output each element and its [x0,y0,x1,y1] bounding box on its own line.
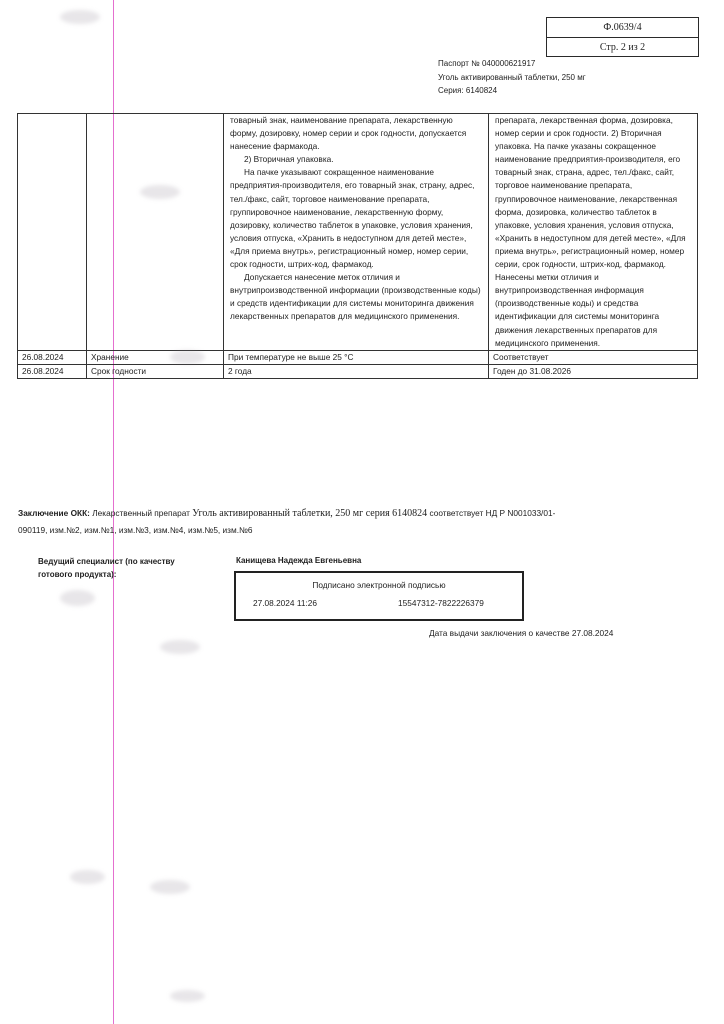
form-code: Ф.0639/4 [547,18,698,38]
requirement-cell: При температуре не выше 25 °С [224,350,489,364]
requirement-paragraph: товарный знак, наименование препарата, лекарственную форму, дозировку, номер серии и срок годности, допускается нанесение фармакода. [230,115,467,152]
conclusion-text-a: Лекарственный препарат [92,508,190,518]
param-cell: Срок годности [87,364,224,378]
requirement-cell: 2 года [224,364,489,378]
scan-smudge [170,350,205,364]
result-cell [489,114,698,351]
result-cell: Годен до 31.08.2026 [489,364,698,378]
scan-smudge [140,185,180,199]
table-row [18,350,698,364]
electronic-signature-box [234,571,524,621]
date-cell: 26.08.2024 [18,350,87,364]
conclusion [18,505,578,538]
scan-smudge [150,880,190,894]
result-paragraph: препарата, лекарственная форма, дозировка, номер серии и срок годности. 2) Вторичная упаковка. На пачке указаны сокращенное наименование предприятия-производителя, его товарный знак, страна, адрес, тел./факс, сайт, торговое наименование препарата, группировочное наименование, лекарственная форма, дозировка, количество таблеток в упаковке, условия хранения, условия отпуска, «Хранить в недоступном для детей месте», «Для приема внутрь», регистрационный номер, номер серии, срок годности, штрих-код, фармакод. Нанесены метки отличия и внутрипроизводственная информация (производственные коды) и средства идентификации для системы мониторинга движения лекарственных препаратов для медицинского применения. [495,115,686,348]
signature-caption: Подписано электронной подписью [312,580,446,590]
signature-id: 15547312-7822226379 [398,598,484,608]
conclusion-label: Заключение ОКК: [18,508,90,518]
page-number: Стр. 2 из 2 [599,42,646,53]
requirement-paragraph: 2) Вторичная упаковка. [244,154,334,165]
series-number: Серия: 6140824 [438,86,498,95]
signature-datetime: 27.08.2024 11:26 [253,598,317,608]
date-cell [18,114,87,351]
product-name: Уголь активированный таблетки, 250 мг [438,72,586,82]
conclusion-product: Уголь активированный таблетки, 250 мг серия 6140824 [192,508,428,519]
scan-smudge [60,590,95,606]
requirement-cell [224,114,489,351]
result-cell: Соответствует [489,350,698,364]
quality-table [17,113,698,379]
requirement-paragraph: На пачке указывают сокращенное наименование предприятия-производителя, его товарный знак, страну, адрес, тел./факс, сайт, торговое наименование препарата, группировочное наименование, лекарственную форму, дозировку, количество таблеток в упаковке, условия хранения, условия отпуска, «Хранить в недоступном для детей месте», «Для приема внутрь», регистрационный номер, номер серии, срок годности, штрих-код, фармакод. [230,167,475,270]
scan-smudge [170,990,205,1002]
scan-smudge [160,640,200,654]
scan-smudge [70,870,105,884]
specialist-name: Канищева Надежда Евгеньевна [236,556,362,565]
requirement-paragraph: Допускается нанесение меток отличия и внутрипроизводственной информации (производственные коды) и средств идентификации для системы мониторинга движения лекарственных препаратов для медицинского применения. [230,272,481,322]
param-cell: Хранение [87,350,224,364]
passport-number: Паспорт № 040000621917 [438,59,536,68]
specialist-role: Ведущий специалист (по качеству готового продукта): [38,557,175,579]
table-row [18,364,698,378]
conclusion-text-c: соответствует НД Р N001033/01-090119, изм.№2, изм.№1, изм.№3, изм.№4, изм.№5, изм.№6 [18,508,556,535]
table-row [18,114,698,351]
param-cell [87,114,224,351]
issue-date: Дата выдачи заключения о качестве 27.08.2024 [429,628,614,638]
passport-header [438,57,586,98]
form-code-box [546,17,699,57]
date-cell: 26.08.2024 [18,364,87,378]
scan-smudge [60,10,100,24]
